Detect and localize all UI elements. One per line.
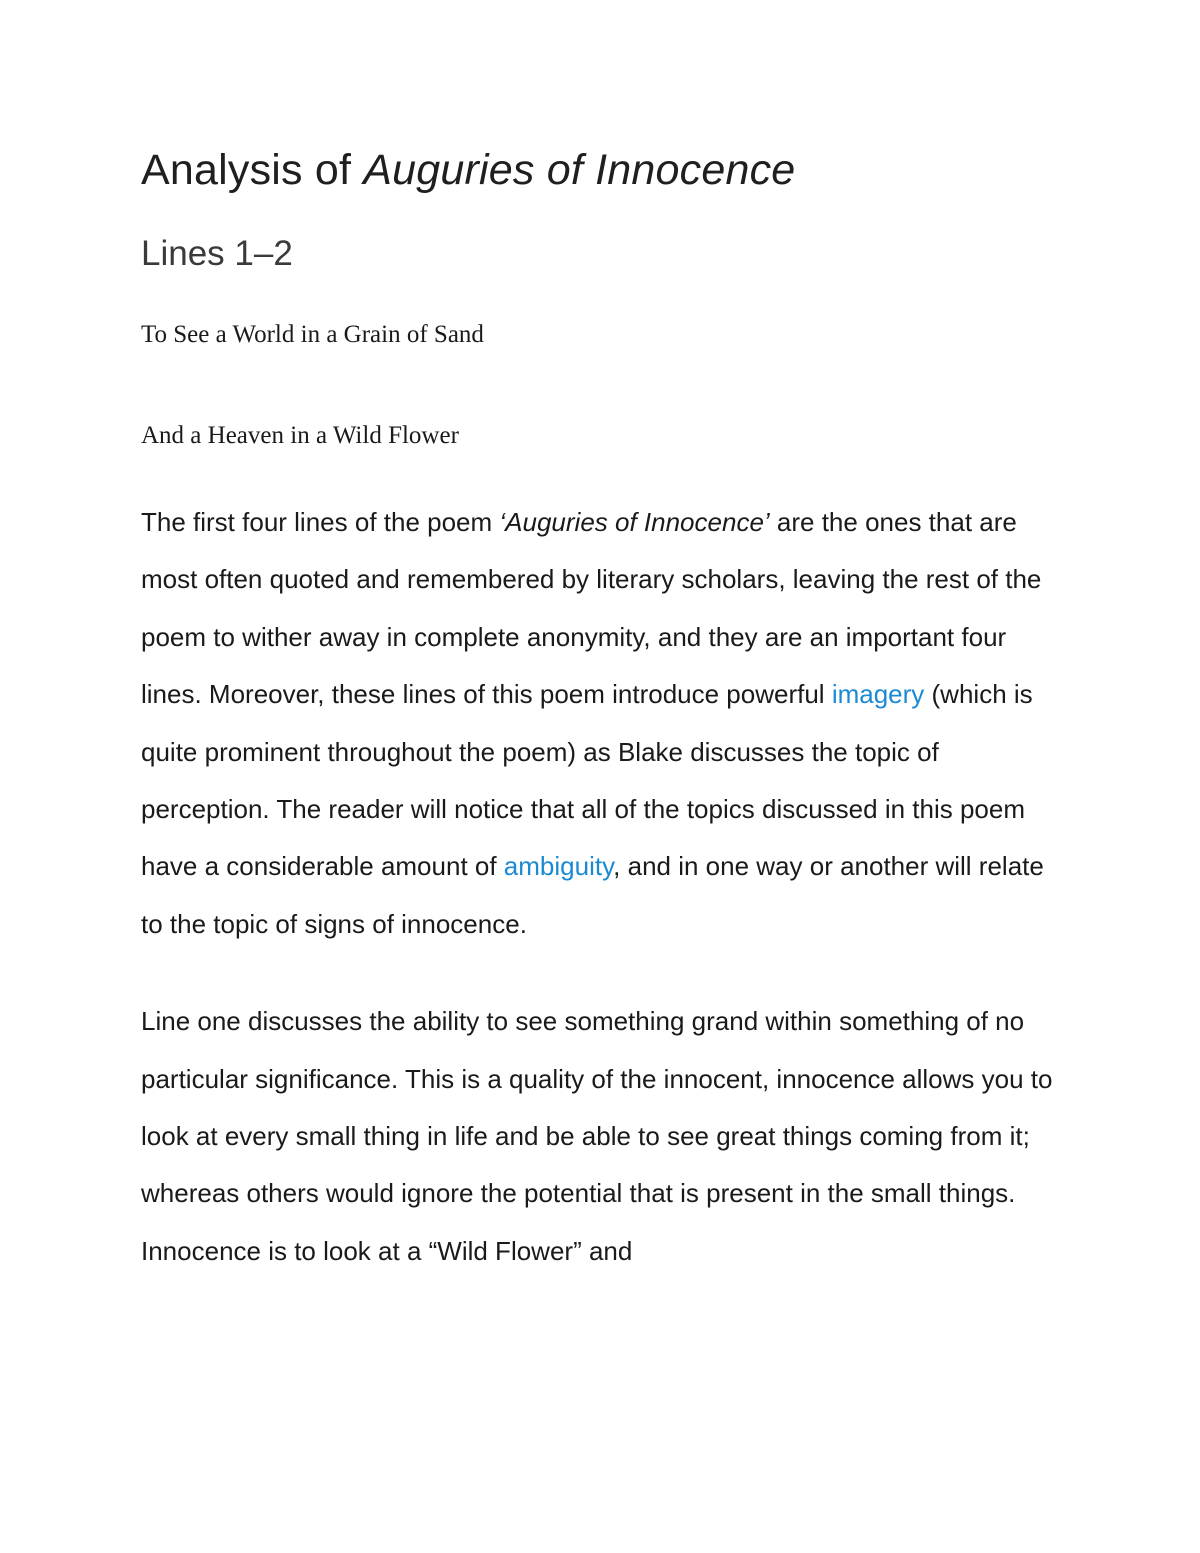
title-poem-name: Auguries of Innocence [363, 146, 796, 194]
body-paragraph-1 [141, 494, 1071, 953]
body-paragraph-2: Line one discusses the ability to see something grand within something of no particular significance. This is a quality of the innocent, innocence allows you to look at every small thing in life and be able to see great things coming from it; whereas others would ignore the potential that is present in the small things. Innocence is to look at a “Wild Flower” and [141, 1006, 1053, 1266]
paragraph-text: (which is quite prominent throughout the poem) as Blake discusses the topic of perception. The reader will notice that all of the topics discussed in this poem have a considerable amount of [141, 679, 1033, 882]
verse-line-1: To See a World in a Grain of Sand [141, 321, 484, 348]
poem-title-quote: ‘Auguries of Innocence’ [499, 507, 770, 537]
paragraph-text: The first four lines of the poem [141, 507, 500, 537]
paragraph-text: , and in one way or another will relate to the topic of signs of innocence. [141, 851, 1044, 939]
paragraph-text: are the ones that are most often quoted and remembered by literary scholars, leaving the rest of the poem to wither away in complete anonymity, and they are an important four lines. Moreover, these lines of this poem introduce powerful [141, 507, 1042, 710]
document-content [141, 138, 1071, 1280]
verse-line-2: And a Heaven in a Wild Flower [141, 422, 459, 449]
page-title [141, 138, 1071, 202]
imagery-link[interactable]: imagery [831, 679, 925, 710]
title-prefix: Analysis of [141, 146, 364, 194]
ambiguity-link[interactable]: ambiguity [503, 851, 614, 882]
section-heading: Lines 1–2 [141, 234, 293, 273]
